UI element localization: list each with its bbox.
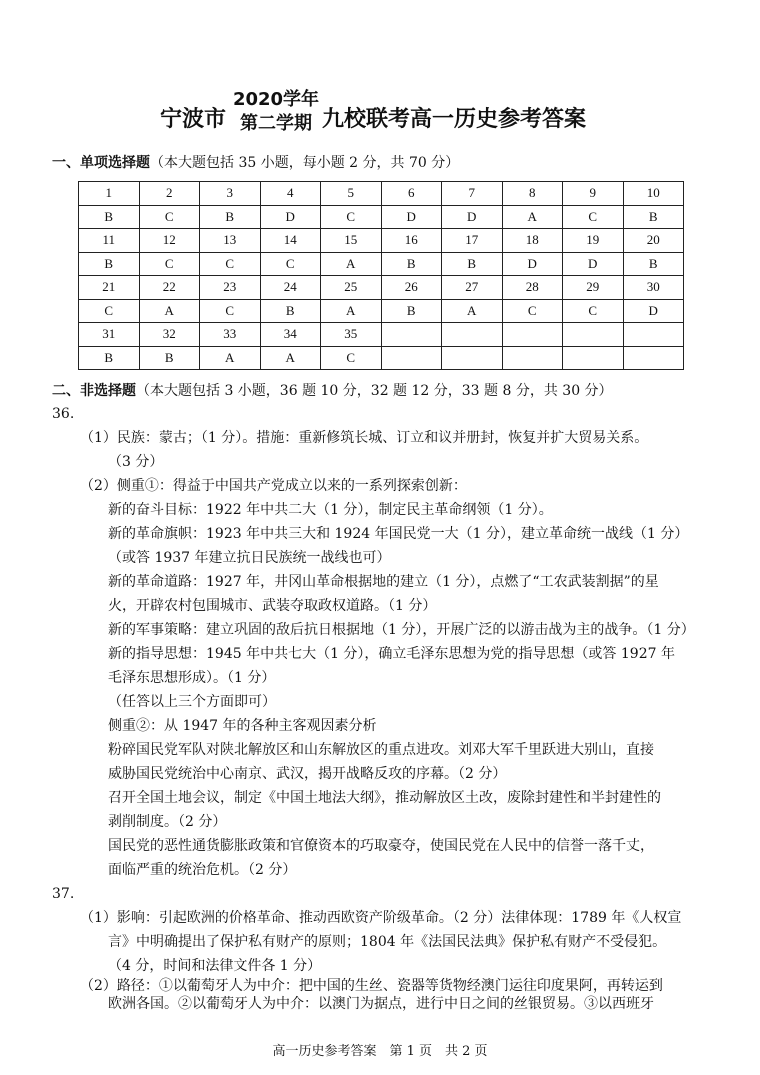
answer-line: （或答 1937 年建立抗日民族统一战线也可） <box>108 550 391 566</box>
title-year: 2020学年 <box>232 89 320 110</box>
question-number-row <box>79 182 684 206</box>
answer-line: 言》中明确提出了保护私有财产的原则；1804 年《法国民法典》保护私有财产不受侵犯。 <box>108 934 667 950</box>
answer-line: （4 分，时间和法律文件各 1 分） <box>108 958 322 974</box>
answer-key-row <box>79 346 684 370</box>
question-number-cell: 1 <box>79 182 140 206</box>
question-number-cell: 12 <box>139 229 200 253</box>
answer-key-cell: C <box>321 346 382 370</box>
answer-key-cell: C <box>321 205 382 229</box>
answer-key-cell: B <box>623 205 684 229</box>
question-number-cell: 32 <box>139 323 200 347</box>
answer-line: 面临严重的统治危机。（2 分） <box>108 862 297 878</box>
question-number-cell: 28 <box>502 276 563 300</box>
question-number-cell: 16 <box>381 229 442 253</box>
question-number-row <box>79 276 684 300</box>
answer-key-cell: B <box>200 205 261 229</box>
question-number-cell: 21 <box>79 276 140 300</box>
question-number-cell: 24 <box>260 276 321 300</box>
question-number-cell <box>381 323 442 347</box>
answer-key-cell: C <box>200 252 261 276</box>
answer-key-cell: D <box>442 205 503 229</box>
question-number-cell: 17 <box>442 229 503 253</box>
answer-line: （2）路径：①以葡萄牙人为中介：把中国的生丝、瓷器等货物经澳门运往印度果阿，再转运到 <box>80 978 663 994</box>
answer-line: 威胁国民党统治中心南京、武汉，揭开战略反攻的序幕。（2 分） <box>108 766 507 782</box>
answer-key-cell: C <box>200 299 261 323</box>
answer-line: 侧重②：从 1947 年的各种主客观因素分析 <box>108 718 377 734</box>
title-semester: 第二学期 <box>240 113 312 134</box>
answer-key-cell: A <box>139 299 200 323</box>
answer-key-cell: C <box>502 299 563 323</box>
answer-line: 国民党的恶性通货膨胀政策和官僚资本的巧取豪夺，使国民党在人民中的信誉一落千丈， <box>108 838 654 854</box>
answer-key-cell: C <box>563 205 624 229</box>
question-number-cell <box>442 323 503 347</box>
answer-key-cell: C <box>139 252 200 276</box>
question-number-cell: 9 <box>563 182 624 206</box>
question-number-cell: 30 <box>623 276 684 300</box>
answer-key-cell: C <box>139 205 200 229</box>
question-number-cell: 20 <box>623 229 684 253</box>
section2-heading <box>52 380 613 400</box>
answer-key-cell: B <box>139 346 200 370</box>
answer-line: 新的军事策略：建立巩固的敌后抗日根据地（1 分），开展广泛的以游击战为主的战争。（1 分） <box>108 622 695 638</box>
answer-key-cell: A <box>442 299 503 323</box>
question-number-cell: 18 <box>502 229 563 253</box>
question-number-cell: 27 <box>442 276 503 300</box>
answer-key-cell: B <box>79 205 140 229</box>
answer-line: （3 分） <box>108 454 164 470</box>
question-number-cell <box>502 323 563 347</box>
question-number-cell: 8 <box>502 182 563 206</box>
answer-key-cell <box>502 346 563 370</box>
question-number-cell: 11 <box>79 229 140 253</box>
question-number-row <box>79 323 684 347</box>
answer-key-cell: A <box>260 346 321 370</box>
answer-key-cell: B <box>79 252 140 276</box>
answer-key-cell: B <box>260 299 321 323</box>
question-number-cell: 15 <box>321 229 382 253</box>
page-footer: 高一历史参考答案 第 1 页 共 2 页 <box>272 1044 488 1059</box>
section2-title: 二、非选择题 <box>52 383 136 399</box>
answer-key-cell: B <box>79 346 140 370</box>
answer-key-cell: D <box>260 205 321 229</box>
question-number-cell: 33 <box>200 323 261 347</box>
question-number-cell: 26 <box>381 276 442 300</box>
answer-key-row <box>79 252 684 276</box>
answer-key-cell: B <box>381 299 442 323</box>
answer-key-cell: C <box>79 299 140 323</box>
question-number-cell: 23 <box>200 276 261 300</box>
question-number-cell: 7 <box>442 182 503 206</box>
answer-key-cell: A <box>321 252 382 276</box>
section2-note: （本大题包括 3 小题，36 题 10 分，32 题 12 分，33 题 8 分，共 30 分） <box>136 383 613 399</box>
answer-key-cell: A <box>321 299 382 323</box>
answer-line: 召开全国土地会议，制定《中国土地法大纲》，推动解放区土改，废除封建性和半封建性的 <box>108 790 661 806</box>
question-number-cell: 31 <box>79 323 140 347</box>
question-number-cell: 13 <box>200 229 261 253</box>
answer-line: （1）影响：引起欧洲的价格革命、推动西欧资产阶级革命。（2 分）法律体现：1789 年《人权宣 <box>80 910 682 926</box>
answer-table <box>78 181 684 370</box>
answer-key-cell: D <box>623 299 684 323</box>
answer-key-cell: B <box>623 252 684 276</box>
answer-line: 粉碎国民党军队对陕北解放区和山东解放区的重点进攻。刘邓大军千里跃进大别山，直接 <box>108 742 654 758</box>
answer-key-cell: A <box>502 205 563 229</box>
answer-key-cell <box>563 346 624 370</box>
question-number-cell: 29 <box>563 276 624 300</box>
answer-key-cell: C <box>563 299 624 323</box>
answer-line: 新的指导思想：1945 年中共七大（1 分），确立毛泽东思想为党的指导思想（或答 1927 年 <box>108 646 675 662</box>
question-number-cell: 34 <box>260 323 321 347</box>
answer-line: （2）侧重①：得益于中国共产党成立以来的一系列探索创新： <box>80 478 467 494</box>
answer-line: 新的革命旗帜：1923 年中共三大和 1924 年国民党一大（1 分），建立革命统一战线（1 分） <box>108 526 689 542</box>
section1-note: （本大题包括 35 小题，每小题 2 分，共 70 分） <box>150 155 460 171</box>
question-number-cell <box>623 323 684 347</box>
question-number-cell: 25 <box>321 276 382 300</box>
answer-key-cell: B <box>442 252 503 276</box>
question-number-cell: 5 <box>321 182 382 206</box>
answer-key-cell: B <box>381 252 442 276</box>
question-number: 36. <box>52 406 75 422</box>
answer-key-cell <box>442 346 503 370</box>
answer-key-cell: D <box>381 205 442 229</box>
answer-line: 火，开辟农村包围城市、武装夺取政权道路。（1 分） <box>108 598 437 614</box>
answer-key-cell: C <box>260 252 321 276</box>
answer-key-cell <box>381 346 442 370</box>
answer-line: （1）民族：蒙古；（1 分）。措施：重新修筑长城、订立和议并册封，恢复并扩大贸易关系。 <box>80 430 649 446</box>
question-number-cell: 14 <box>260 229 321 253</box>
question-number-cell: 2 <box>139 182 200 206</box>
answer-key-row <box>79 299 684 323</box>
answer-line: 剥削制度。（2 分） <box>108 814 227 830</box>
answer-line: 新的革命道路：1927 年，井冈山革命根据地的建立（1 分），点燃了“工农武装割据”的星 <box>108 574 659 590</box>
question-number-cell: 10 <box>623 182 684 206</box>
question-number-cell: 4 <box>260 182 321 206</box>
section1-heading <box>52 152 459 172</box>
section1-title: 一、单项选择题 <box>52 155 150 171</box>
answer-line: 欧洲各国。②以葡萄牙人为中介：以澳门为据点，进行中日之间的丝银贸易。③以西班牙 <box>108 996 654 1012</box>
question-number-cell: 3 <box>200 182 261 206</box>
title-city: 宁波市 <box>160 107 227 132</box>
answer-key-cell: D <box>502 252 563 276</box>
answer-line: （任答以上三个方面即可） <box>108 694 276 710</box>
title-exam: 九校联考高一历史参考答案 <box>322 107 587 132</box>
title-term <box>230 88 322 136</box>
question-number-cell: 6 <box>381 182 442 206</box>
answer-key-cell: A <box>200 346 261 370</box>
answer-key-cell: D <box>563 252 624 276</box>
question-number-cell: 35 <box>321 323 382 347</box>
answer-key-row <box>79 205 684 229</box>
question-number-cell: 22 <box>139 276 200 300</box>
question-number-row <box>79 229 684 253</box>
question-number-cell <box>563 323 624 347</box>
answer-line: 毛泽东思想形成）。（1 分） <box>108 670 276 686</box>
question-number: 37. <box>52 886 75 902</box>
question-number-cell: 19 <box>563 229 624 253</box>
answer-key-cell <box>623 346 684 370</box>
answer-line: 新的奋斗目标：1922 年中共二大（1 分），制定民主革命纲领（1 分）。 <box>108 502 553 518</box>
